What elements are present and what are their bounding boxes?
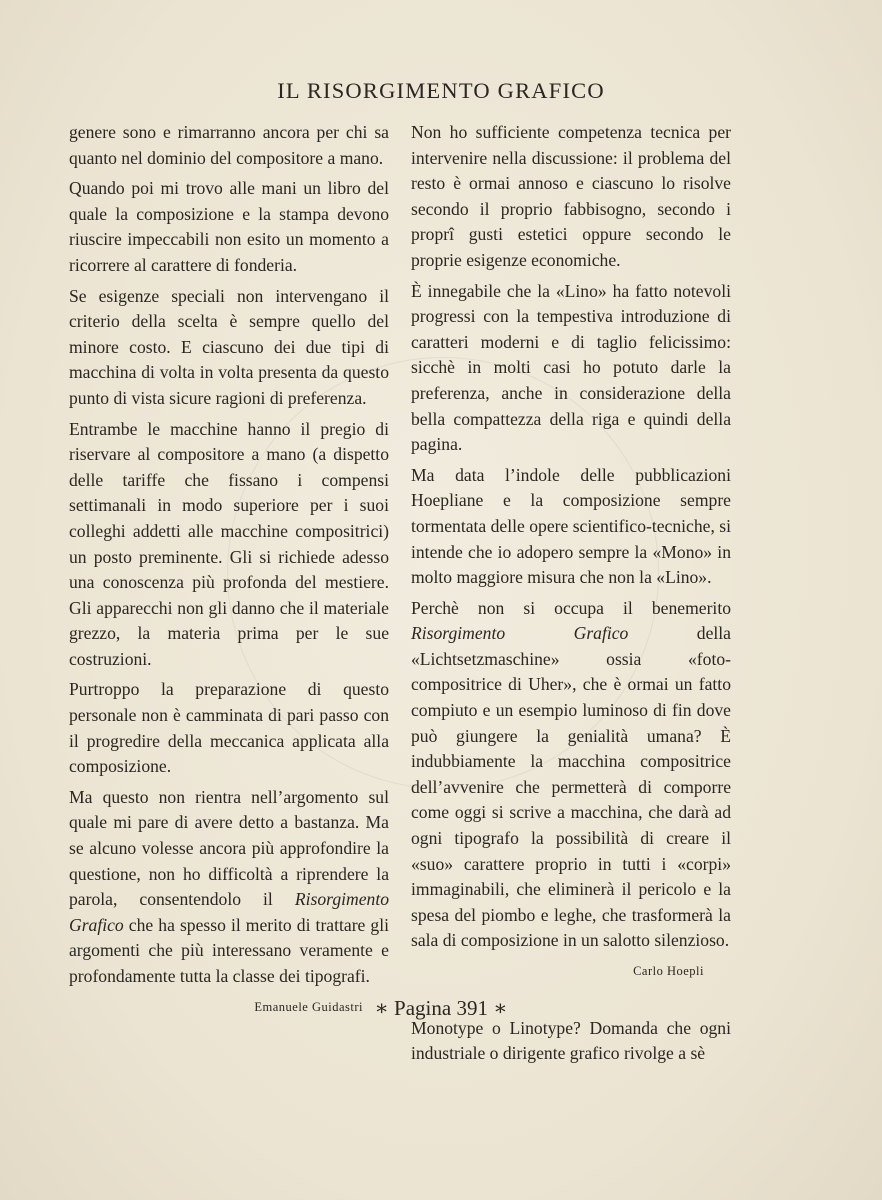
paragraph: Entrambe le macchine hanno il pregio di riservare al compositore a mano (a dispetto delle tariffe che fissano i compensi settimanali in modo superiore per i suoi colleghi addetti alle macchine compositrici) un posto preminente. Gli si richiede adesso una conoscenza più profonda del mestiere. Gli apparecchi non gli danno che il materiale grezzo, la materia prima per le sue costruzioni. xyxy=(69,418,389,669)
paragraph-text: Perchè non si occupa il benemerito xyxy=(411,597,731,618)
paragraph: Purtroppo la preparazione di questo personale non è camminata di pari passo con il progredire della meccanica applicata alla composizione. xyxy=(69,679,389,777)
paragraph: genere sono e rimarranno ancora per chi sa quanto nel dominio del compositore a mano. xyxy=(69,122,389,168)
left-column xyxy=(69,120,389,1020)
journal-title-italic: Risorgimento Grafico xyxy=(69,889,389,935)
paragraph: Non ho sufficiente competenza tecnica per intervenire nella discussione: il problema del resto è ormai annoso e ciascuno lo risolve secondo il proprio fabbisogno, secondo i proprî gusti estetici oppure secondo le proprie esigenze economiche. xyxy=(411,122,731,270)
next-article-paragraph: Monotype o Linotype? Domanda che ogni industriale o dirigente grafico rivolge a sè xyxy=(411,1017,731,1064)
paragraph: Quando poi mi trovo alle mani un libro del quale la composizione e la stampa devono riuscire impeccabili non esito un momento a ricorrere al carattere di fonderia. xyxy=(69,178,389,275)
paragraph xyxy=(69,785,389,990)
paragraph: Se esigenze speciali non intervengano il criterio della scelta è sempre quello del minore costo. E ciascuno dei due tipi di macchina di volta in volta presenta da questo punto di vista sicure ragioni di preferenza. xyxy=(69,285,389,408)
page-number: ∗ Pagina 391 ∗ xyxy=(374,996,508,1020)
paragraph-text: della «Lichtsetzmaschine» ossia «foto-compositrice di Uher», che è ormai un fatto compiuto e un esempio luminoso di fin dove può giungere la genialità umana? È indubbiamente la macchina compositrice dell’avvenire che permetterà di comporre come oggi si scrive a macchina, che darà ad ogni tipografo la possibilità di creare il «suo» carattere proprio in tutti i «corpi» immaginabili, che eliminerà il pericolo e la spesa del piombo e leghe, che trasformerà la sala di composizione in un salotto silenzioso. xyxy=(411,623,731,951)
running-header: IL RISORGIMENTO GRAFICO xyxy=(277,78,605,103)
right-column xyxy=(411,120,731,1072)
paragraph: È innegabile che la «Lino» ha fatto notevoli progressi con la tempestiva introduzione di caratteri moderni e di taglio felicissimo: sicchè in molti casi ho potuto darle la preferenza, anche in considerazione della bella compattezza della riga e quindi della pagina. xyxy=(411,280,731,455)
paragraph-text: che ha spesso il merito di trattare gli argomenti che più interessano veramente e profondamente tutta la classe dei tipografi. xyxy=(69,914,389,986)
author-signature: Emanuele Guidastri xyxy=(254,999,363,1014)
paragraph-text: Ma questo non rientra nell’argomento sul quale mi pare di avere detto a bastanza. Ma se alcuno volesse ancora più approfondire la questione, non ho difficoltà a riprendere la parola, consentendolo il xyxy=(69,786,389,910)
paragraph xyxy=(411,596,731,954)
journal-title-italic: Risorgimento Grafico xyxy=(411,623,629,644)
author-signature: Carlo Hoepli xyxy=(633,964,704,978)
paragraph: Ma data l’indole delle pubblicazioni Hoepliane e la composizione sempre tormentata delle opere scientifico-tecniche, si intende che io adopero sempre la «Mono» in molto maggiore misura che non la «Lino». xyxy=(411,464,731,588)
